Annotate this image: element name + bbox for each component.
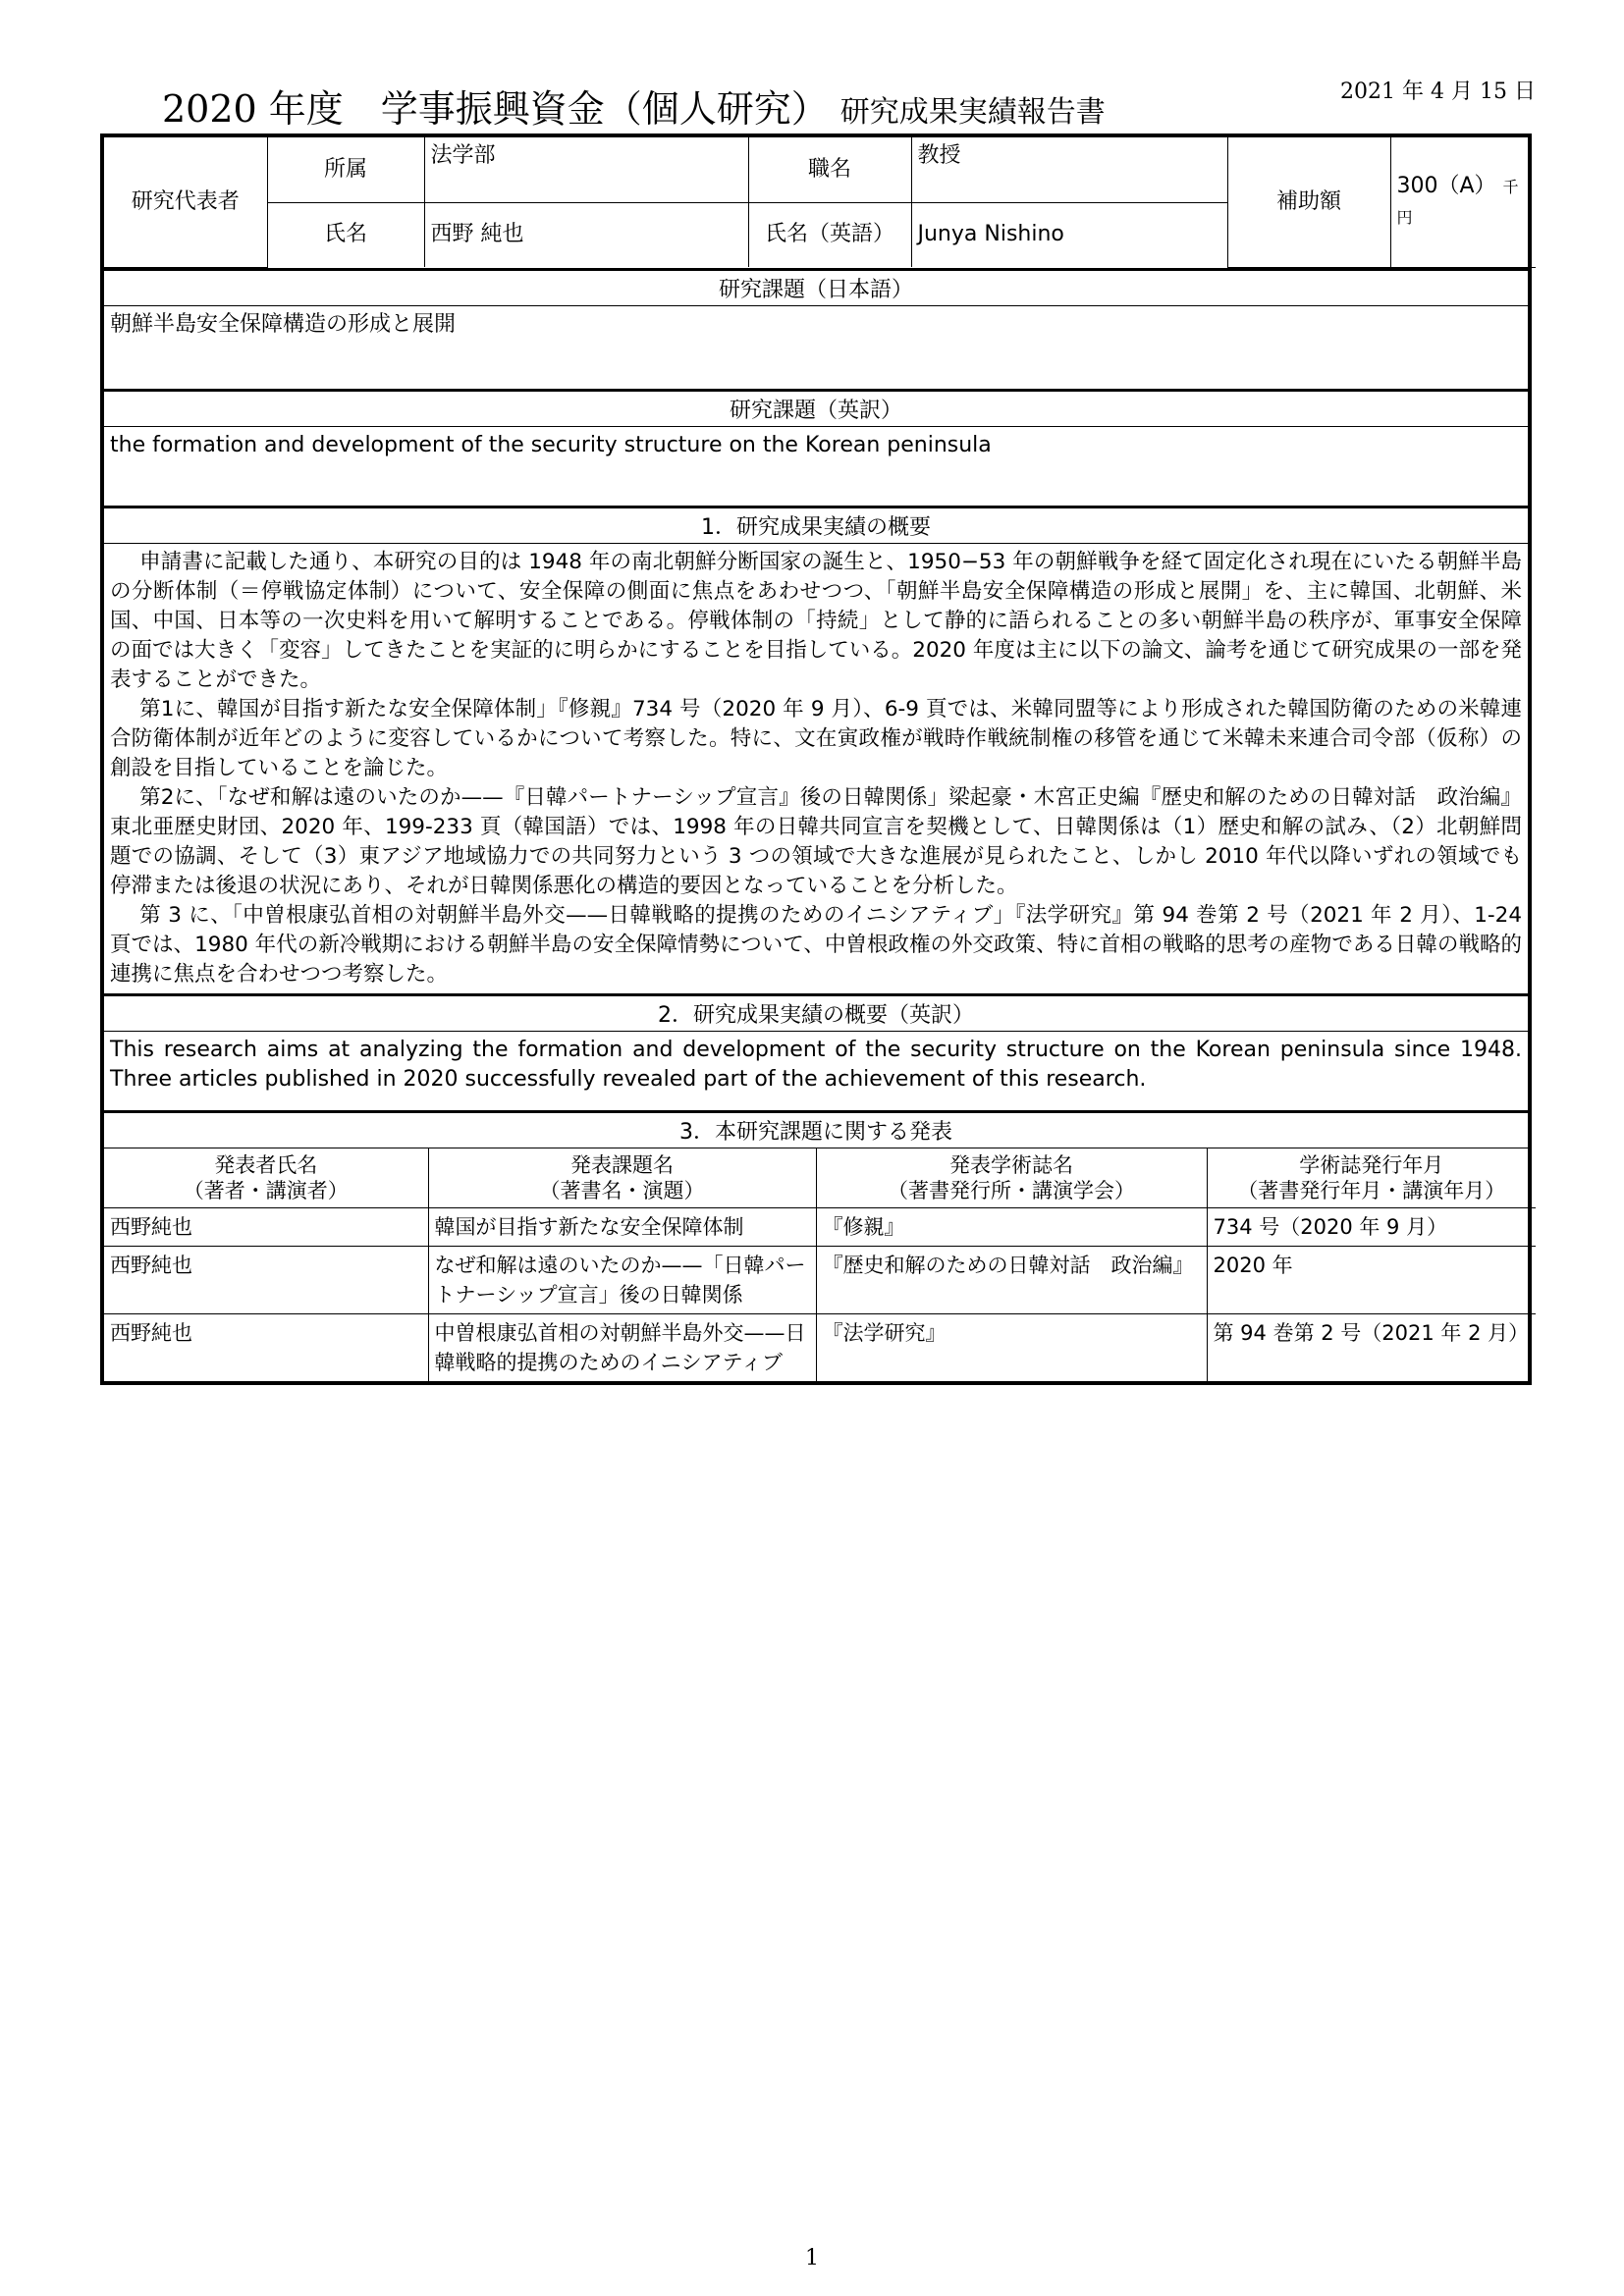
summary-section — [104, 506, 1528, 993]
grant-value: 300（A） — [1396, 173, 1496, 198]
grant-label: 補助額 — [1227, 137, 1390, 267]
column-header-line: （著書発行所・講演学会） — [888, 1178, 1135, 1202]
publications-section — [104, 1110, 1528, 1381]
publication-date: 734 号（2020 年 9 月） — [1207, 1207, 1536, 1246]
publication-title: 中曽根康弘首相の対朝鮮半島外交——日韓戦略的提携のためのイニシアティブ — [428, 1313, 816, 1381]
publication-title: 韓国が目指す新たな安全保障体制 — [428, 1207, 816, 1246]
page-number: 1 — [805, 2246, 819, 2270]
publication-date: 2020 年 — [1207, 1246, 1536, 1313]
topic-ja-text: 朝鮮半島安全保障構造の形成と展開 — [110, 311, 457, 337]
column-header — [816, 1148, 1207, 1208]
publications-heading: 3．本研究課題に関する発表 — [104, 1113, 1528, 1148]
publication-date: 第 94 巻第 2 号（2021 年 2 月） — [1207, 1313, 1536, 1381]
column-header-line: 学術誌発行年月 — [1299, 1152, 1444, 1177]
report-form — [100, 133, 1532, 1385]
affiliation-label: 所属 — [267, 137, 424, 202]
affiliation-value: 法学部 — [424, 137, 748, 202]
column-header-line: 発表者氏名 — [214, 1152, 318, 1177]
column-header-line: （著書発行年月・講演年月） — [1237, 1178, 1506, 1202]
table-row — [104, 1246, 1536, 1313]
researcher-label: 研究代表者 — [104, 137, 267, 267]
title-main: 2020 年度 学事振興資金（個人研究） — [162, 87, 829, 131]
column-header-line: 発表課題名 — [570, 1152, 674, 1177]
publication-title: なぜ和解は遠のいたのか——「日韓パートナーシップ宣言」後の日韓関係 — [428, 1246, 816, 1313]
publications-table — [104, 1148, 1536, 1381]
column-header — [428, 1148, 816, 1208]
summary-paragraph: 第 3 に、「中曽根康弘首相の対朝鮮半島外交——日韓戦略的提携のためのイニシアティブ」『法学研究』第 94 巻第 2 号（2021 年 2 月）、1-24 頁では、1980 年代の新冷戦期における朝鮮半島の安全保障情勢について、中曽根政権の外交政策、特に首相の戦略的思考の産物である日韓の戦略的連携に焦点を合わせつつ考察した。 — [110, 902, 1522, 987]
topic-en-section — [104, 389, 1528, 506]
summary-body — [104, 544, 1528, 993]
grant-cell — [1390, 137, 1536, 267]
topic-ja-section — [104, 268, 1528, 389]
summary-en-heading: 2．研究成果実績の概要（英訳） — [104, 996, 1528, 1032]
report-date: 2021 年 4 月 15 日 — [1340, 80, 1536, 104]
publications-header-row — [104, 1148, 1536, 1208]
topic-ja-heading: 研究課題（日本語） — [104, 271, 1528, 306]
column-header-line: 発表学術誌名 — [949, 1152, 1073, 1177]
column-header-line: （著書名・演題） — [539, 1178, 705, 1202]
summary-en-text: This research aims at analyzing the formation and development of the security structure on the Korean peninsula since 1948. Three articles published in 2020 successfully revealed part of the achievement of this research. — [110, 1037, 1522, 1092]
table-row — [104, 1313, 1536, 1381]
position-label: 職名 — [748, 137, 911, 202]
summary-heading: 1．研究成果実績の概要 — [104, 508, 1528, 544]
topic-en-text: the formation and development of the security structure on the Korean peninsula — [110, 432, 992, 457]
summary-paragraph: 第2に、「なぜ和解は遠のいたのか——『日韓パートナーシップ宣言』後の日韓関係」梁起豪・木宮正史編『歴史和解のための日韓対話 政治編』東北亜歴史財団、2020 年、199-233 頁（韓国語）では、1998 年の日韓共同宣言を契機として、日韓関係は（1）歴史和解の試み、（2）北朝鮮問題での協調、そして（3）東アジア地域協力での共同努力という 3 つの領域で大きな進展が見られたこと、しかし 2010 年代以降いずれの領域でも停滞または後退の状況にあり、それが日韓関係悪化の構造的要因となっていることを分析した。 — [110, 784, 1522, 898]
summary-en-section — [104, 993, 1528, 1110]
title-sub: 研究成果実績報告書 — [839, 95, 1106, 130]
topic-en-heading: 研究課題（英訳） — [104, 392, 1528, 427]
publication-journal: 『法学研究』 — [816, 1313, 1207, 1381]
summary-paragraph: 第1に、韓国が目指す新たな安全保障体制」『修親』734 号（2020 年 9 月）、6-9 頁では、米韓同盟等により形成された韓国防衛のための米韓連合防衛体制が近年どのように変容しているかについて考察した。特に、文在寅政権が戦時作戦統制権の移管を通じて米韓未来連合司令部（仮称）の創設を目指していることを論じた。 — [110, 696, 1522, 780]
publication-journal: 『修親』 — [816, 1207, 1207, 1246]
column-header-line: （著者・講演者） — [183, 1178, 349, 1202]
publication-author: 西野純也 — [104, 1313, 428, 1381]
publication-author: 西野純也 — [104, 1246, 428, 1313]
column-header — [1207, 1148, 1536, 1208]
summary-paragraph: 申請書に記載した通り、本研究の目的は 1948 年の南北朝鮮分断国家の誕生と、1950−53 年の朝鮮戦争を経て固定化され現在にいたる朝鮮半島の分断体制（＝停戦協定体制）について、安全保障の側面に焦点をあわせつつ、「朝鮮半島安全保障構造の形成と展開」を、主に韓国、北朝鮮、米国、中国、日本等の一次史料を用いて解明することである。停戦体制の「持続」として静的に語られることの多い朝鮮半島の秩序が、軍事安全保障の面では大きく「変容」してきたことを実証的に明らかにすることを目指している。2020 年度は主に以下の論文、論考を通じて研究成果の一部を発表することができた。 — [110, 549, 1522, 692]
report-title — [162, 79, 1106, 133]
name-en-value: Junya Nishino — [911, 202, 1227, 267]
column-header — [104, 1148, 428, 1208]
name-value: 西野 純也 — [424, 202, 748, 267]
researcher-section — [104, 137, 1528, 268]
researcher-table — [104, 137, 1536, 268]
grant-unit: 千円 — [1396, 177, 1519, 227]
publication-author: 西野純也 — [104, 1207, 428, 1246]
publication-journal: 『歴史和解のための日韓対話 政治編』 — [816, 1246, 1207, 1313]
name-en-label: 氏名（英語） — [748, 202, 911, 267]
position-value: 教授 — [911, 137, 1227, 202]
table-row — [104, 1207, 1536, 1246]
name-label: 氏名 — [267, 202, 424, 267]
